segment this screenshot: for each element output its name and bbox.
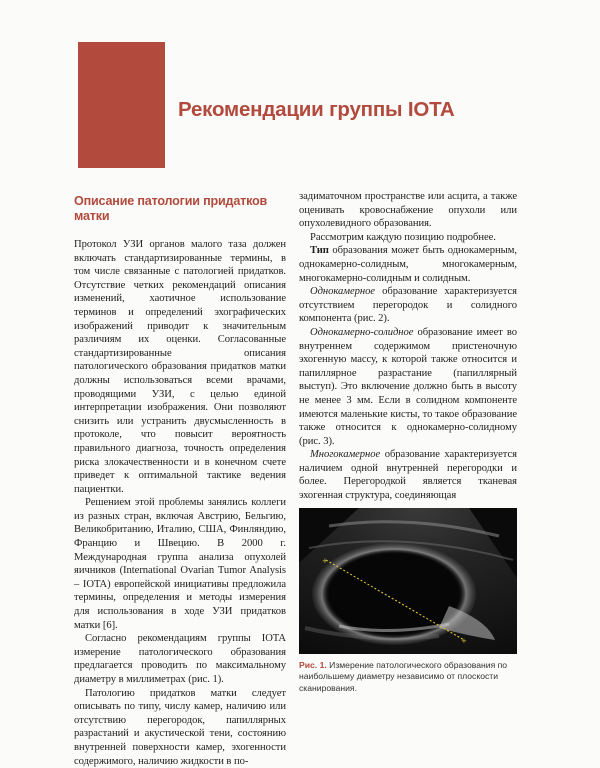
paragraph: задиматочном пространстве или асцита, а также оценивать кровоснабжение опухоли или опухолевидного образования. — [299, 191, 517, 230]
chapter-color-block — [78, 42, 165, 168]
paragraph: Согласно рекомендациям группы IOTA измерение патологического образования предлагается проводить по максимальному диаметру в миллиметрах (рис. 1). — [74, 633, 286, 685]
paragraph-text: образование характеризуется наличием одной внутренней перегородки и более. Перегородкой является тканевая эхогенная структура, соединяющая — [299, 449, 517, 502]
paragraph-text: образование характеризуется отсутствием перегородок и солидного компонента (рис. 2). — [299, 286, 517, 325]
right-column — [299, 190, 517, 503]
caption-label: Рис. 1. — [299, 660, 327, 670]
paragraph — [299, 244, 517, 285]
paragraph-text: образования может быть однокамерным, однокамерно-солидным, многокамерным, многокамерно-солидным и солидным. — [299, 245, 517, 284]
paragraph: Патологию придатков матки следует описывать по типу, числу камер, наличию или отсутствию перегородок, папиллярных разрастаний и акустической тени, состоянию внутренней поверхности камер, эхогенности содержимого, наличию жидкости в по- — [74, 687, 286, 767]
paragraph — [299, 326, 517, 448]
ultrasound-figure — [299, 508, 517, 654]
term-italic: Многокамерное — [310, 449, 381, 461]
paragraph-text: образование имеет во внутреннем содержимом пристеночную эхогенную массу, к которой также относится и папиллярное разрастание (папиллярный выступ). Это включение должно быть в высоту не менее 3 мм. Если в солидном компоненте имеются маленькие кисты, то такое образование также относится к однокамерно-солидному (рис. 3). — [299, 326, 517, 447]
chapter-title: Рекомендации группы IOTA — [178, 98, 455, 121]
term-italic: Однокамерно-солидное — [310, 326, 414, 338]
measurement-end-marker: + — [461, 637, 467, 645]
term-italic: Однокамерное — [310, 286, 375, 298]
paragraph: Решением этой проблемы занялись коллеги из разных стран, включая Австрию, Бельгию, Великобританию, Италию, США, Финляндию, Францию и Швецию. В 2000 г. Международная группа анализа опухолей яичников (International Ovarian Tumor Analysis – IOTA) европейской инициативы предложила термины, определения и методы измерения для использования в ходе УЗИ придатков матки [6]. — [74, 497, 286, 631]
measurement-start-marker: + — [322, 557, 328, 565]
figure-caption — [299, 660, 519, 694]
caption-text: Измерение патологического образования по наибольшему диаметру независимо от плоскости сканирования. — [299, 660, 508, 693]
left-column — [74, 194, 286, 768]
paragraph — [299, 285, 517, 326]
term-bold: Тип — [310, 245, 329, 257]
section-heading: Описание патологии придатков матки — [74, 194, 268, 223]
paragraph: Рассмотрим каждую позицию подробнее. — [310, 231, 496, 243]
paragraph: Протокол УЗИ органов малого таза должен включать стандартизированные термины, в том числе связанные с патологией придатков. Отсутствие четких рекомендаций описания изменений, хаотичное использование терминов и определений эхографических изображений приводит к значительным различиям их оценки. Согласованные стандартизированные описания патологического образования придатков матки должны использоваться всеми врачами, проводящими УЗИ, с целью единой интерпретации изображения. Они позволяют снизить или устранить двусмысленность в протоколе, что повысит вероятность правильного диагноза, точность определения риска злокачественности и в конечном счете приведет к оптимальной тактике ведения пациентки. — [74, 239, 286, 495]
ultrasound-image — [299, 508, 517, 654]
paragraph — [299, 448, 517, 502]
